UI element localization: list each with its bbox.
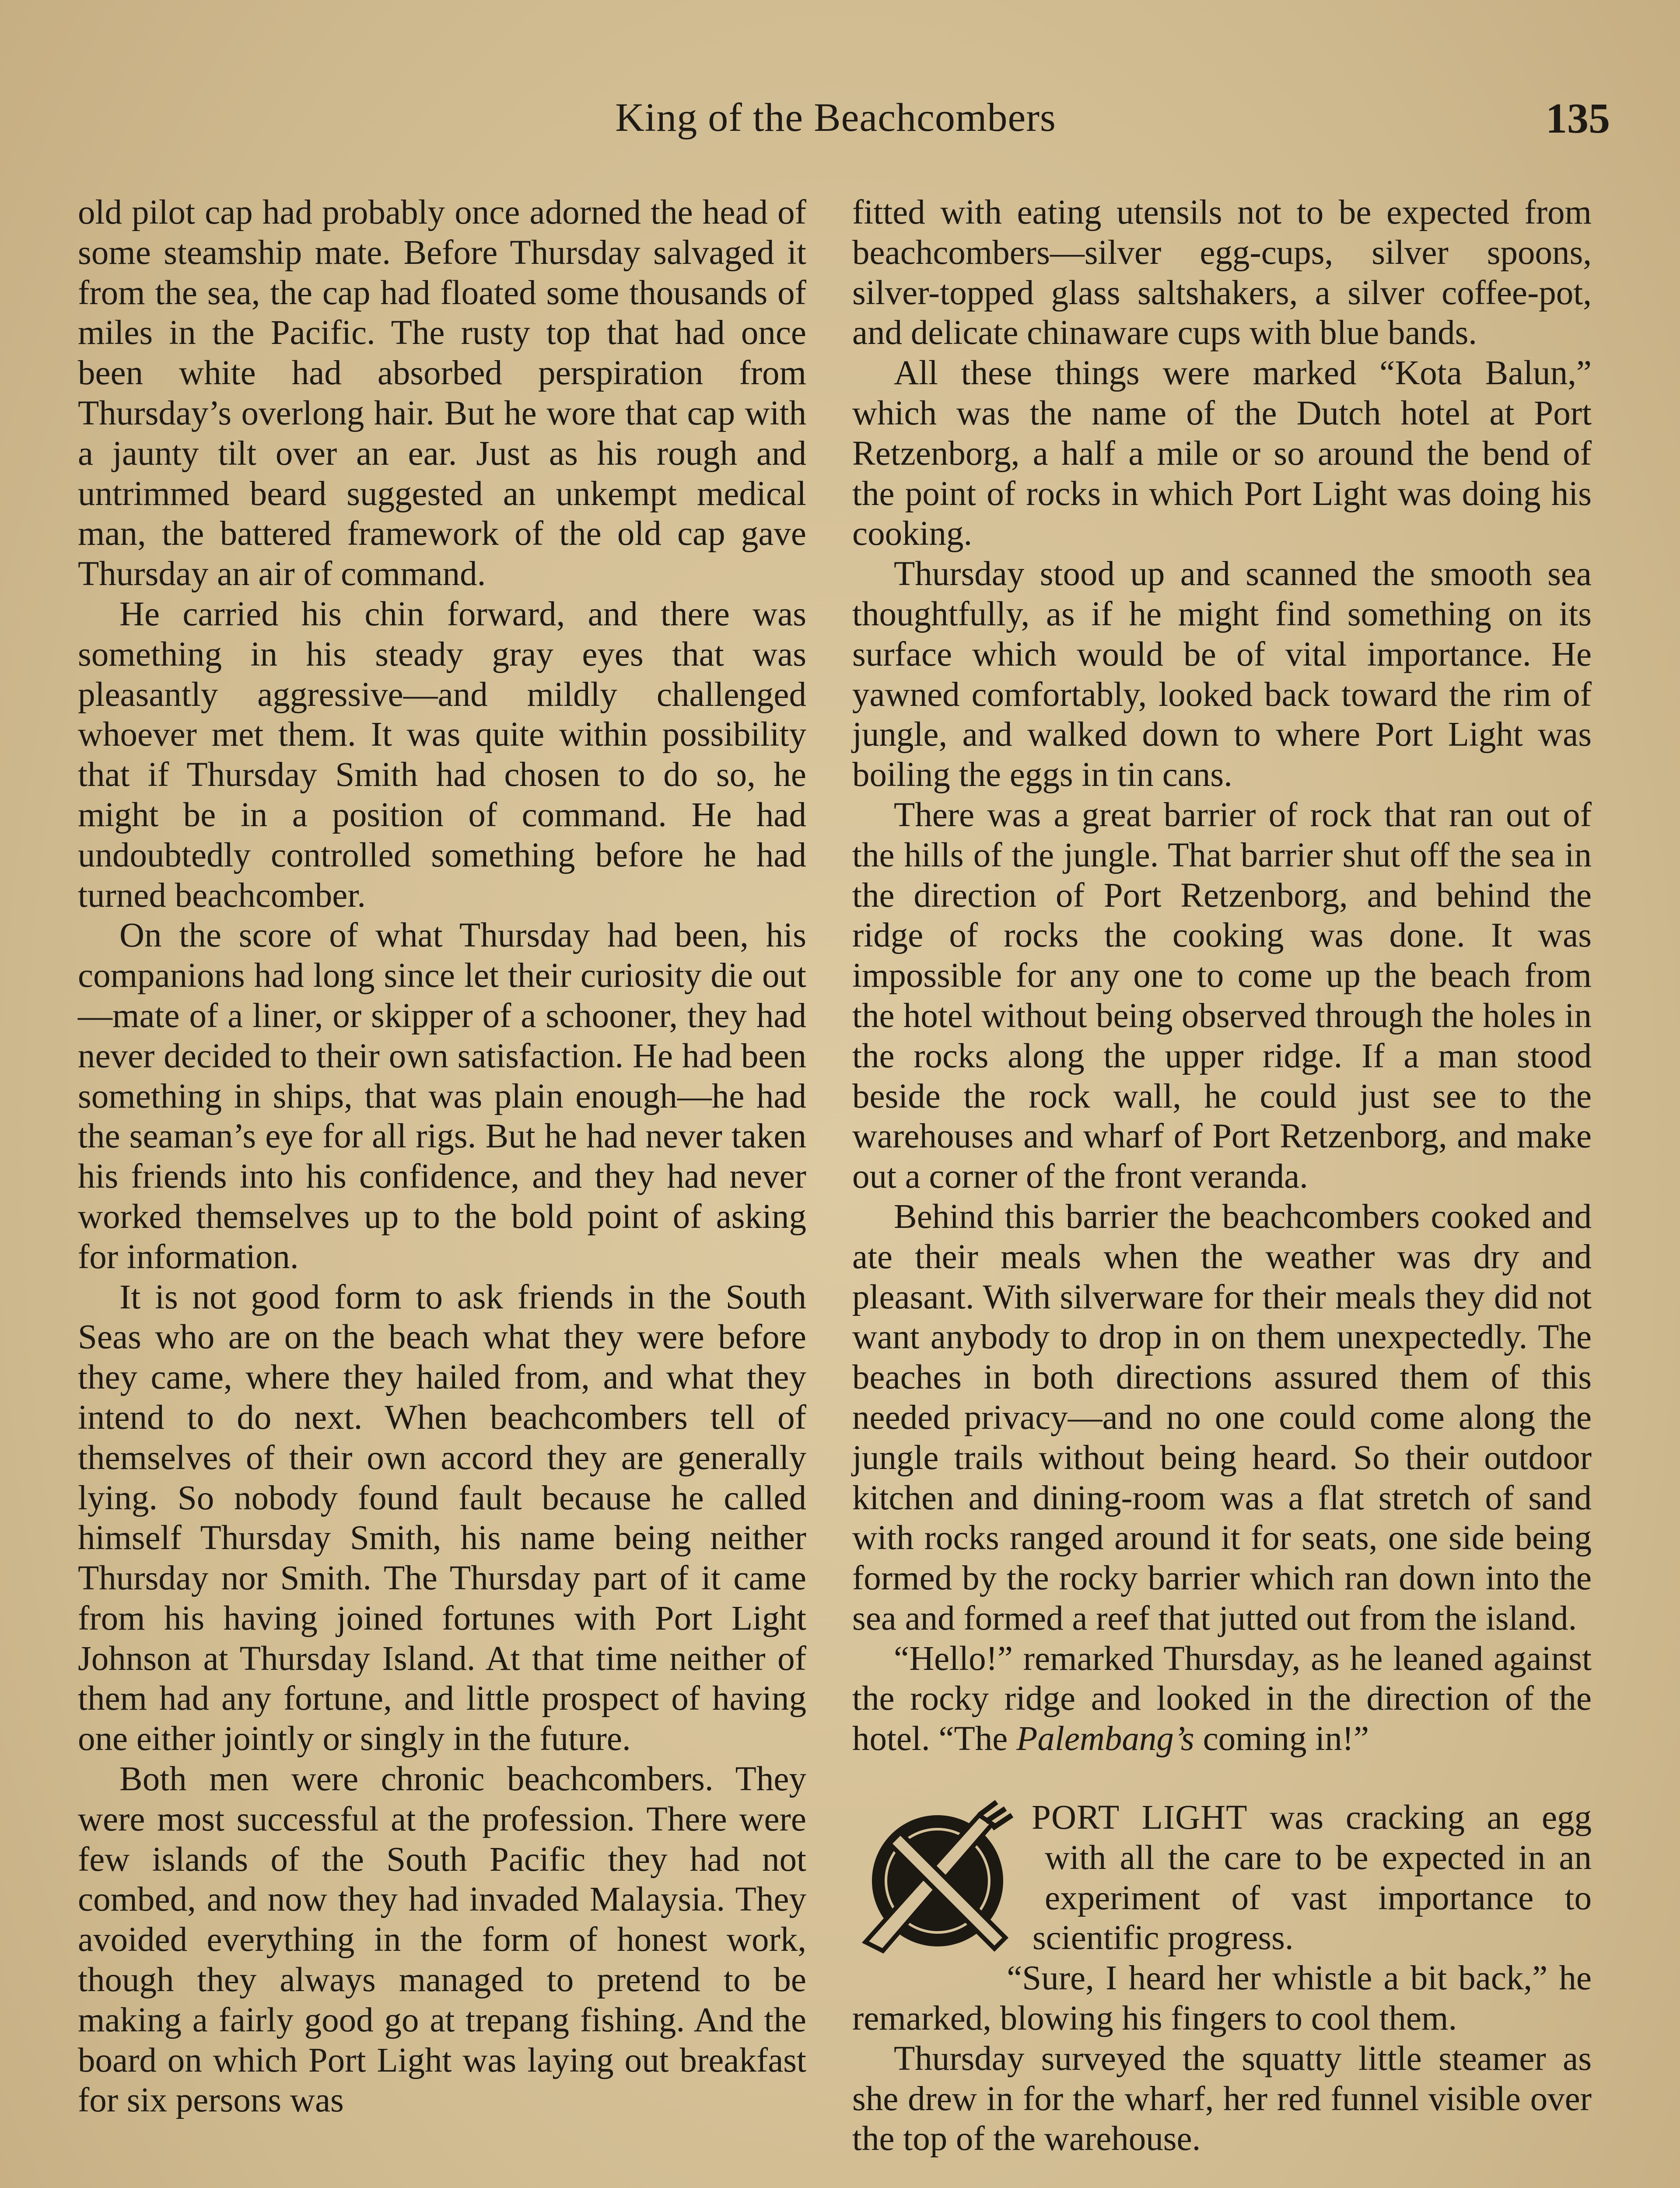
paragraph: He carried his chin forward, and there was something in his steady gray eyes that was pleasantly aggressive—and mildly challenged whoever met them. It was quite within possibility that if Thursday Smith had chosen to do so, he might be in a position of command. He had undoubtedly controlled something before he had turned beachcomber.: [78, 595, 806, 915]
paragraph: It is not good form to ask friends in the South Seas who are on the beach what they were before they came, where they hailed from, and what they intend to do next. When beachcombers tell of themselves of their own accord they are generally lying. So nobody found fault because he called himself Thursday Smith, his name being neither Thursday nor Smith. The Thursday part of it came from his having joined fortunes with Port Light Johnson at Thursday Island. At that time neither of them had any fortune, and little prospect of having one either jointly or singly in the future.: [78, 1278, 806, 1758]
paragraph: “Sure, I heard her whistle a bit back,” he remarked, blowing his fingers to cool them.: [852, 1959, 1592, 2038]
left-column: [78, 193, 806, 2121]
lead-in-text: was cracking an egg with all the care to be expected in an experiment of vast importance to scientific progress.: [1032, 1799, 1592, 1957]
ship-name: Palembang’s: [1016, 1720, 1194, 1758]
knife-fork-ornament-icon: [848, 1798, 1032, 1960]
paragraph: There was a great barrier of rock that ran out of the hills of the jungle. That barrier shut off the sea in the direction of Port Retzenborg, and behind the ridge of rocks the cooking was done. It was impossible for any one to come up the beach from the hotel without being observed through the holes in the rocks along the upper ridge. If a man stood beside the rock wall, he could just see to the warehouses and wharf of Port Retzenborg, and make out a corner of the front veranda.: [852, 796, 1592, 1196]
lead-in: PORT LIGHT: [1032, 1799, 1248, 1837]
dialogue-text: “Hello!” remarked Thursday, as he leaned against the rocky ridge and looked in the direction of the hotel. “The: [852, 1639, 1592, 1758]
paragraph: Thursday surveyed the squatty little steamer as she drew in for the wharf, her red funnel visible over the top of the warehouse.: [852, 2039, 1592, 2158]
running-head: King of the Beachcombers: [615, 95, 1056, 140]
paragraph: On the score of what Thursday had been, his companions had long since let their curiosity die out—mate of a liner, or skipper of a schooner, they had never decided to their own satisfaction. He had been something in ships, that was plain enough—he had the seaman’s eye for all rigs. But he had never taken his friends into his confidence, and they had never worked themselves up to the bold point of asking for information.: [78, 916, 806, 1276]
section-break: [852, 1759, 1592, 1798]
paragraph: [852, 1639, 1592, 1759]
right-column: [852, 193, 1592, 2159]
paragraph: old pilot cap had probably once adorned the head of some steamship mate. Before Thursday salvaged it from the sea, the cap had floated some thousands of miles in the Pacific. The rusty top that had once been white had absorbed perspiration from Thursday’s overlong hair. But he wore that cap with a jaunty tilt over an ear. Just as his rough and untrimmed beard suggested an unkempt medical man, the battered framework of the old cap gave Thursday an air of command.: [78, 193, 806, 593]
paragraph: fitted with eating utensils not to be expected from beachcombers—silver egg-cups, silver spoons, silver-topped glass saltshakers, a silver coffee-pot, and delicate chinaware cups with blue bands.: [852, 193, 1592, 352]
paragraph: Both men were chronic beachcombers. They were most successful at the profession. There were few islands of the South Pacific they had not combed, and now they had invaded Malaysia. They avoided everything in the form of honest work, though they always managed to pretend to be making a fairly good go at trepang fishing. And the board on which Port Light was laying out breakfast for six persons was: [78, 1760, 806, 2120]
section-opening: [852, 1798, 1592, 1958]
page-number: 135: [1546, 95, 1610, 142]
paragraph: Behind this barrier the beachcombers cooked and ate their meals when the weather was dry and pleasant. With silverware for their meals they did not want anybody to drop in on them unexpectedly. The beaches in both directions assured them of this needed privacy—and no one could come along the jungle trails without being heard. So their outdoor kitchen and dining-room was a flat stretch of sand with rocks ranged around it for seats, one side being formed by the rocky barrier which ran down into the sea and formed a reef that jutted out from the island.: [852, 1197, 1592, 1637]
dialogue-text: coming in!”: [1194, 1720, 1369, 1758]
paragraph: All these things were marked “Kota Balun,” which was the name of the Dutch hotel at Port Retzenborg, a half a mile or so around the bend of the point of rocks in which Port Light was doing his cooking.: [852, 354, 1592, 553]
paragraph: Thursday stood up and scanned the smooth sea thoughtfully, as if he might find something on its surface which would be of vital importance. He yawned comfortably, looked back toward the rim of jungle, and walked down to where Port Light was boiling the eggs in tin cans.: [852, 555, 1592, 794]
